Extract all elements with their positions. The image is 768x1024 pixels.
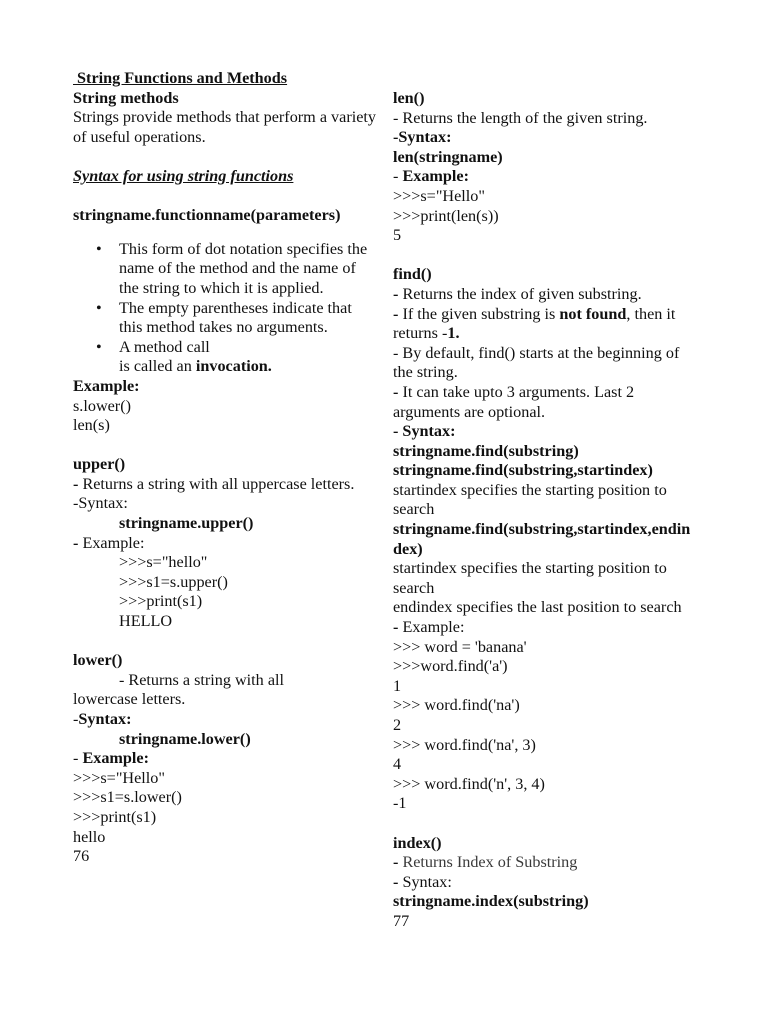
lower-title: lower() [73, 651, 123, 670]
code-line: >>>print(s1) [73, 807, 157, 826]
not-found-term: not found [559, 304, 627, 323]
find-syntax-1: stringname.find(substring) [393, 441, 579, 460]
right-column [393, 89, 693, 932]
page-heading: String Functions and Methods [73, 69, 288, 87]
example-line: s.lower() [73, 396, 131, 415]
dash: - [393, 382, 403, 401]
general-syntax: stringname.functionname(parameters) [73, 206, 341, 225]
code-output: HELLO [119, 612, 173, 631]
len-syntax-label: -Syntax: [393, 128, 452, 147]
dash: - [73, 533, 83, 552]
index-syntax-label: Syntax: [402, 872, 452, 891]
dash: - [73, 749, 83, 768]
lower-description: - Returns a string with all [119, 670, 284, 689]
code-output: hello [73, 827, 106, 846]
lower-syntax-label: Syntax: [78, 710, 132, 728]
code-line: >>> word.find('na') [393, 696, 520, 715]
find-notfound-text: If the given substring is [402, 304, 560, 323]
endindex-description: endindex specifies the last position to search [393, 598, 682, 617]
code-line: >>>s1=s.upper() [119, 572, 228, 591]
find-syntax-label: - Syntax: [393, 422, 456, 441]
code-line: >>>print(s1) [119, 592, 203, 611]
code-line: >>>s="Hello" [73, 768, 165, 787]
dash: - [393, 872, 403, 891]
len-description: - Returns the length of the given string. [393, 108, 648, 127]
dash: - [73, 474, 83, 493]
dash: - [393, 284, 403, 303]
code-line: >>> word.find('na', 3) [393, 735, 536, 754]
left-column [73, 69, 378, 867]
lower-syntax: stringname.lower() [119, 729, 251, 748]
find-syntax-2: stringname.find(substring,startindex) [393, 461, 653, 480]
code-line: >>>word.find('a') [393, 657, 508, 676]
code-line: >>>print(len(s)) [393, 206, 499, 225]
code-output: 2 [393, 716, 402, 734]
list-item-text: is called an [119, 357, 196, 376]
startindex-description: startindex specifies the starting position to search [393, 480, 667, 519]
upper-syntax: stringname.upper() [119, 514, 254, 533]
index-title: index() [393, 833, 442, 852]
find-example-label: Example: [402, 618, 465, 637]
lower-example-label: Example: [82, 749, 149, 768]
intro-paragraph: Strings provide methods that perform a variety of useful operations. [73, 108, 376, 146]
invocation-term: invocation. [195, 357, 272, 376]
page-number-left: 76 [73, 847, 90, 866]
dash: - [393, 167, 403, 186]
code-output: 1 [393, 676, 402, 695]
len-example-label: Example: [402, 167, 469, 186]
find-title: find() [393, 265, 432, 284]
find-arguments-note: It can take upto 3 arguments. Last 2 arguments are optional. [393, 382, 635, 421]
find-notfound-text-cont: , then it returns - [393, 304, 676, 343]
code-output: 4 [393, 755, 402, 774]
upper-description: Returns a string with all uppercase letters. [82, 474, 355, 493]
find-default-start: - By default, find() starts at the beginning of the string. [393, 343, 680, 382]
code-output: -1 [393, 794, 407, 813]
dash: - [393, 853, 403, 872]
minus-one-term: 1. [447, 324, 460, 343]
code-line: >>>s1=s.lower() [73, 788, 182, 807]
upper-syntax-label: -Syntax: [73, 494, 128, 513]
list-item: • This form of dot notation specifies the name of the method and the name of the string to which it is applied. [119, 240, 378, 299]
index-syntax: stringname.index(substring) [393, 892, 589, 911]
upper-title: upper() [73, 455, 126, 474]
list-item: • The empty parentheses indicate that this method takes no arguments. [119, 299, 378, 338]
code-line: >>> word = 'banana' [393, 637, 527, 656]
dash: - [73, 710, 79, 728]
example-label: Example: [73, 376, 140, 395]
code-line: >>>s="Hello" [393, 186, 485, 205]
lower-description-cont: lowercase letters. [73, 690, 186, 709]
code-output: 5 [393, 226, 402, 245]
index-description: Returns Index of Substring [402, 853, 578, 872]
notes-list [73, 240, 378, 377]
string-methods-heading: String methods [73, 88, 179, 107]
dash: - [393, 304, 403, 323]
page-number-right: 77 [393, 911, 410, 930]
syntax-heading: Syntax for using string functions [73, 166, 294, 185]
upper-example-label: Example: [82, 533, 145, 552]
find-description: Returns the index of given substring. [402, 284, 642, 303]
code-line: >>> word.find('n', 3, 4) [393, 774, 545, 793]
find-syntax-3: stringname.find(substring,startindex,endindex) [393, 520, 691, 558]
dash: - [393, 618, 403, 637]
code-line: >>>s="hello" [119, 553, 208, 572]
startindex-description: startindex specifies the starting position to search [393, 559, 667, 597]
len-title: len() [393, 89, 425, 107]
len-syntax: len(stringname) [393, 147, 503, 166]
list-item-text: • A method call [119, 337, 210, 356]
list-item [119, 338, 378, 377]
example-line: len(s) [73, 416, 110, 435]
